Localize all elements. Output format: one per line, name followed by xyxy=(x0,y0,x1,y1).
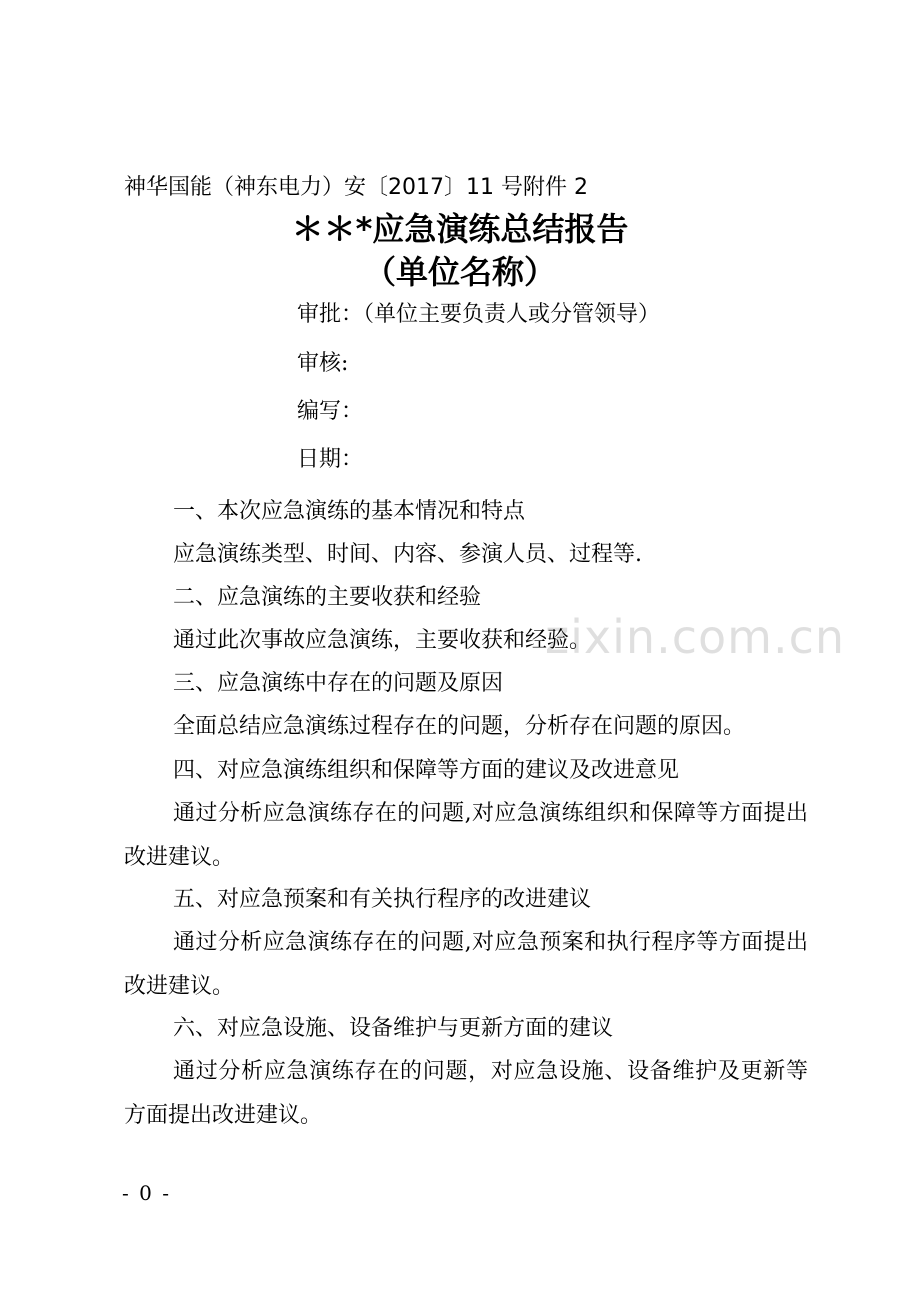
section-body-1: 应急演练类型、时间、内容、参演人员、过程等. xyxy=(173,542,642,567)
review-field: 审核: xyxy=(297,351,349,376)
approval-field: 审批：（单位主要负责人或分管领导） xyxy=(297,302,661,327)
date-field: 日期： xyxy=(297,447,364,472)
page-number: - 0 - xyxy=(122,1181,171,1205)
section-heading-5: 五、对应急预案和有关执行程序的改进建议 xyxy=(173,887,592,912)
section-body-2: 通过此次事故应急演练，主要收获和经验。 xyxy=(173,628,592,653)
section-heading-1: 一、本次应急演练的基本情况和特点 xyxy=(173,499,526,524)
section-body-6: 通过分析应急演练存在的问题，对应急设施、设备维护及更新等方面提出改进建议。 xyxy=(124,1059,808,1128)
section-body-5: 通过分析应急演练存在的问题,对应急预案和执行程序等方面提出改进建议。 xyxy=(124,930,808,999)
section-heading-4: 四、对应急演练组织和保障等方面的建议及改进意见 xyxy=(173,758,680,783)
section-heading-6: 六、对应急设施、设备维护与更新方面的建议 xyxy=(173,1016,614,1041)
section-body-4: 通过分析应急演练存在的问题,对应急演练组织和保障等方面提出改进建议。 xyxy=(124,801,808,870)
document-title: ＊＊*应急演练总结报告 xyxy=(291,210,629,248)
watermark: zixin.com.cn xyxy=(545,610,846,664)
section-heading-3: 三、应急演练中存在的问题及原因 xyxy=(173,671,504,696)
annex-label: 神华国能（神东电力）安〔2017〕11 号附件 2 xyxy=(124,175,588,200)
document-subtitle-unit-name: （单位名称） xyxy=(363,253,556,291)
section-heading-2: 二、应急演练的主要收获和经验 xyxy=(173,585,482,610)
compile-field: 编写： xyxy=(297,399,364,424)
section-body-3: 全面总结应急演练过程存在的问题，分析存在问题的原因。 xyxy=(173,714,746,739)
